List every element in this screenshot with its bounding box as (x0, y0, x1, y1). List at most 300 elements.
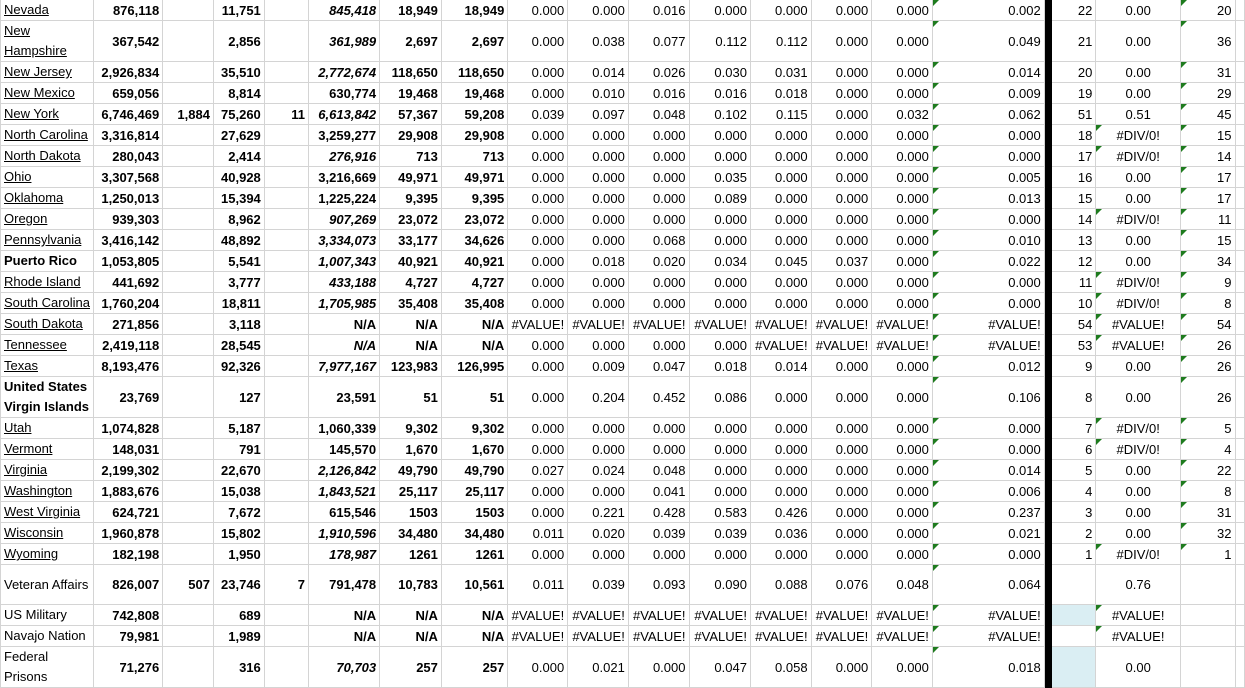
count-rank-cell[interactable]: 9 (1181, 272, 1235, 293)
count-cell[interactable]: 27,629 (213, 125, 264, 146)
count-cell[interactable] (264, 377, 308, 418)
count-rank-cell[interactable]: 31 (1181, 502, 1235, 523)
empty-cell[interactable] (1235, 167, 1245, 188)
rank-cell[interactable]: 9 (1051, 356, 1095, 377)
count-cell[interactable]: 35,408 (441, 293, 507, 314)
ratio-cell[interactable]: 0.000 (508, 146, 568, 167)
state-hyperlink[interactable]: New Hampshire (4, 23, 67, 58)
count-cell[interactable] (264, 626, 308, 647)
ratio-cell[interactable]: 0.000 (872, 83, 933, 104)
row-label-cell[interactable] (1, 104, 94, 125)
ratio-cell[interactable]: 0.018 (689, 356, 750, 377)
ratio-cell[interactable]: 0.000 (872, 188, 933, 209)
count-cell[interactable] (264, 523, 308, 544)
count-rank-cell[interactable]: 17 (1181, 188, 1235, 209)
ratio-cell[interactable]: 0.000 (811, 481, 872, 502)
count-cell[interactable]: 316 (213, 647, 264, 688)
empty-cell[interactable] (1235, 544, 1245, 565)
score-cell[interactable]: #DIV/0! (1096, 439, 1181, 460)
ratio-cell[interactable]: 0.000 (750, 293, 811, 314)
count-cell[interactable] (264, 188, 308, 209)
count-cell[interactable] (163, 605, 214, 626)
ratio-cell[interactable]: 0.000 (750, 481, 811, 502)
ratio-cell[interactable]: 0.010 (568, 83, 629, 104)
ratio-cell[interactable]: 0.039 (568, 565, 629, 605)
count-cell[interactable] (163, 377, 214, 418)
ratio-cell[interactable]: 0.014 (932, 460, 1044, 481)
ratio-cell[interactable]: 0.102 (689, 104, 750, 125)
ratio-cell[interactable]: #VALUE! (811, 314, 872, 335)
empty-cell[interactable] (1235, 377, 1245, 418)
count-cell[interactable]: 75,260 (213, 104, 264, 125)
ratio-cell[interactable]: 0.049 (932, 21, 1044, 62)
count-rank-cell[interactable] (1181, 626, 1235, 647)
count-rank-cell[interactable]: 36 (1181, 21, 1235, 62)
ratio-cell[interactable]: 0.000 (811, 83, 872, 104)
score-cell[interactable]: #DIV/0! (1096, 293, 1181, 314)
ratio-cell[interactable]: 0.034 (689, 251, 750, 272)
count-cell[interactable]: 19,468 (441, 83, 507, 104)
ratio-cell[interactable]: 0.014 (932, 62, 1044, 83)
ratio-cell[interactable]: 0.000 (508, 544, 568, 565)
count-cell[interactable]: 35,408 (380, 293, 442, 314)
ratio-cell[interactable]: #VALUE! (872, 605, 933, 626)
count-cell[interactable]: 2,697 (441, 21, 507, 62)
count-cell[interactable]: 3,216,669 (308, 167, 379, 188)
count-cell[interactable]: 5,541 (213, 251, 264, 272)
count-cell[interactable]: 127 (213, 377, 264, 418)
count-cell[interactable]: 182,198 (94, 544, 163, 565)
ratio-cell[interactable]: 0.000 (750, 0, 811, 21)
ratio-cell[interactable]: 0.000 (811, 356, 872, 377)
count-cell[interactable]: 689 (213, 605, 264, 626)
ratio-cell[interactable]: #VALUE! (568, 314, 629, 335)
count-cell[interactable] (264, 335, 308, 356)
count-cell[interactable]: 11 (264, 104, 308, 125)
score-cell[interactable]: #DIV/0! (1096, 209, 1181, 230)
empty-cell[interactable] (1235, 21, 1245, 62)
ratio-cell[interactable]: 0.027 (508, 460, 568, 481)
ratio-cell[interactable]: 0.000 (689, 460, 750, 481)
count-cell[interactable]: 1503 (380, 502, 442, 523)
count-cell[interactable] (163, 460, 214, 481)
ratio-cell[interactable]: 0.021 (932, 523, 1044, 544)
ratio-cell[interactable]: 0.000 (932, 272, 1044, 293)
count-cell[interactable]: 1261 (380, 544, 442, 565)
count-rank-cell[interactable]: 15 (1181, 230, 1235, 251)
count-cell[interactable]: 3,334,073 (308, 230, 379, 251)
state-hyperlink[interactable]: West Virginia (4, 504, 81, 519)
score-cell[interactable]: #VALUE! (1096, 626, 1181, 647)
rank-cell[interactable]: 54 (1051, 314, 1095, 335)
ratio-cell[interactable]: 0.000 (811, 146, 872, 167)
state-hyperlink[interactable]: Ohio (4, 169, 32, 184)
ratio-cell[interactable]: #VALUE! (932, 335, 1044, 356)
row-label-cell[interactable] (1, 523, 94, 544)
count-cell[interactable]: 845,418 (308, 0, 379, 21)
ratio-cell[interactable]: 0.000 (508, 188, 568, 209)
ratio-cell[interactable]: 0.024 (568, 460, 629, 481)
count-cell[interactable]: 876,118 (94, 0, 163, 21)
ratio-cell[interactable]: 0.076 (811, 565, 872, 605)
ratio-cell[interactable]: 0.012 (932, 356, 1044, 377)
ratio-cell[interactable]: 0.000 (508, 83, 568, 104)
count-cell[interactable]: 48,892 (213, 230, 264, 251)
count-rank-cell[interactable]: 14 (1181, 146, 1235, 167)
ratio-cell[interactable]: 0.000 (628, 209, 689, 230)
score-cell[interactable]: 0.00 (1096, 188, 1181, 209)
ratio-cell[interactable]: 0.000 (689, 146, 750, 167)
ratio-cell[interactable]: 0.016 (628, 83, 689, 104)
ratio-cell[interactable]: 0.000 (932, 146, 1044, 167)
ratio-cell[interactable]: 0.000 (872, 146, 933, 167)
count-cell[interactable]: 70,703 (308, 647, 379, 688)
ratio-cell[interactable]: 0.086 (689, 377, 750, 418)
ratio-cell[interactable]: 0.014 (750, 356, 811, 377)
row-label-cell[interactable] (1, 356, 94, 377)
rank-cell[interactable]: 7 (1051, 418, 1095, 439)
count-cell[interactable] (163, 335, 214, 356)
ratio-cell[interactable]: 0.000 (508, 251, 568, 272)
ratio-cell[interactable]: 0.000 (568, 439, 629, 460)
ratio-cell[interactable]: 0.000 (568, 146, 629, 167)
score-cell[interactable]: 0.00 (1096, 481, 1181, 502)
ratio-cell[interactable]: 0.000 (811, 0, 872, 21)
count-cell[interactable]: N/A (380, 626, 442, 647)
empty-cell[interactable] (1235, 293, 1245, 314)
count-cell[interactable]: 2,199,302 (94, 460, 163, 481)
state-hyperlink[interactable]: Vermont (4, 441, 53, 456)
row-label-cell[interactable] (1, 21, 94, 62)
ratio-cell[interactable]: 0.011 (508, 565, 568, 605)
count-cell[interactable]: 40,921 (441, 251, 507, 272)
state-hyperlink[interactable]: Wisconsin (4, 525, 64, 540)
count-cell[interactable]: 23,591 (308, 377, 379, 418)
count-rank-cell[interactable]: 1 (1181, 544, 1235, 565)
row-label-cell[interactable] (1, 272, 94, 293)
count-cell[interactable]: 40,928 (213, 167, 264, 188)
rank-cell[interactable]: 13 (1051, 230, 1095, 251)
count-cell[interactable]: 3,307,568 (94, 167, 163, 188)
count-cell[interactable]: 1503 (441, 502, 507, 523)
rank-cell[interactable]: 10 (1051, 293, 1095, 314)
count-cell[interactable]: 1,989 (213, 626, 264, 647)
score-cell[interactable]: #DIV/0! (1096, 418, 1181, 439)
state-hyperlink[interactable]: Oklahoma (4, 190, 64, 205)
count-cell[interactable]: 2,126,842 (308, 460, 379, 481)
count-cell[interactable]: 8,193,476 (94, 356, 163, 377)
ratio-cell[interactable]: #VALUE! (508, 314, 568, 335)
count-cell[interactable]: 18,949 (380, 0, 442, 21)
score-cell[interactable]: 0.00 (1096, 647, 1181, 688)
row-label-cell[interactable] (1, 418, 94, 439)
score-cell[interactable]: 0.00 (1096, 167, 1181, 188)
ratio-cell[interactable]: 0.093 (628, 565, 689, 605)
ratio-cell[interactable]: 0.000 (508, 62, 568, 83)
ratio-cell[interactable]: 0.031 (750, 62, 811, 83)
count-cell[interactable]: 507 (163, 565, 214, 605)
count-cell[interactable]: 49,971 (441, 167, 507, 188)
ratio-cell[interactable]: 0.000 (811, 377, 872, 418)
ratio-cell[interactable]: 0.000 (568, 188, 629, 209)
count-cell[interactable]: 3,777 (213, 272, 264, 293)
count-cell[interactable] (264, 502, 308, 523)
count-cell[interactable] (163, 21, 214, 62)
ratio-cell[interactable]: 0.032 (872, 104, 933, 125)
count-cell[interactable] (163, 272, 214, 293)
score-cell[interactable]: #DIV/0! (1096, 146, 1181, 167)
ratio-cell[interactable]: 0.204 (568, 377, 629, 418)
ratio-cell[interactable]: #VALUE! (750, 605, 811, 626)
ratio-cell[interactable]: #VALUE! (872, 626, 933, 647)
score-cell[interactable]: 0.00 (1096, 460, 1181, 481)
count-cell[interactable]: 3,316,814 (94, 125, 163, 146)
empty-cell[interactable] (1235, 335, 1245, 356)
count-cell[interactable]: 630,774 (308, 83, 379, 104)
empty-cell[interactable] (1235, 146, 1245, 167)
count-cell[interactable] (264, 167, 308, 188)
count-cell[interactable] (264, 251, 308, 272)
ratio-cell[interactable]: 0.000 (689, 230, 750, 251)
count-cell[interactable]: 15,802 (213, 523, 264, 544)
rank-cell[interactable]: 17 (1051, 146, 1095, 167)
score-cell[interactable]: 0.00 (1096, 83, 1181, 104)
count-cell[interactable] (163, 439, 214, 460)
count-cell[interactable] (264, 418, 308, 439)
row-label-cell[interactable] (1, 125, 94, 146)
score-cell[interactable]: 0.00 (1096, 502, 1181, 523)
count-rank-cell[interactable]: 26 (1181, 356, 1235, 377)
ratio-cell[interactable]: #VALUE! (689, 314, 750, 335)
empty-cell[interactable] (1235, 62, 1245, 83)
ratio-cell[interactable]: 0.000 (872, 502, 933, 523)
rank-cell[interactable]: 8 (1051, 377, 1095, 418)
empty-cell[interactable] (1235, 626, 1245, 647)
count-cell[interactable]: 23,072 (441, 209, 507, 230)
ratio-cell[interactable]: 0.000 (872, 523, 933, 544)
ratio-cell[interactable]: 0.000 (811, 418, 872, 439)
ratio-cell[interactable]: 0.064 (932, 565, 1044, 605)
count-cell[interactable]: 8,814 (213, 83, 264, 104)
ratio-cell[interactable]: 0.000 (872, 21, 933, 62)
count-cell[interactable]: 1,060,339 (308, 418, 379, 439)
count-cell[interactable]: 5,187 (213, 418, 264, 439)
count-rank-cell[interactable]: 8 (1181, 293, 1235, 314)
rank-cell[interactable] (1051, 626, 1095, 647)
count-rank-cell[interactable]: 54 (1181, 314, 1235, 335)
ratio-cell[interactable]: 0.037 (811, 251, 872, 272)
ratio-cell[interactable]: 0.000 (568, 167, 629, 188)
row-label-cell[interactable] (1, 293, 94, 314)
count-cell[interactable] (163, 230, 214, 251)
count-cell[interactable] (264, 83, 308, 104)
ratio-cell[interactable]: 0.000 (811, 272, 872, 293)
rank-cell[interactable]: 15 (1051, 188, 1095, 209)
ratio-cell[interactable]: 0.038 (568, 21, 629, 62)
count-cell[interactable]: 1,670 (441, 439, 507, 460)
row-label-cell[interactable] (1, 605, 94, 626)
row-label-cell[interactable] (1, 647, 94, 688)
state-hyperlink[interactable]: New Jersey (4, 64, 72, 79)
ratio-cell[interactable]: 0.000 (689, 0, 750, 21)
rank-cell[interactable]: 53 (1051, 335, 1095, 356)
empty-cell[interactable] (1235, 481, 1245, 502)
ratio-cell[interactable]: 0.000 (932, 209, 1044, 230)
ratio-cell[interactable]: 0.090 (689, 565, 750, 605)
count-rank-cell[interactable]: 29 (1181, 83, 1235, 104)
ratio-cell[interactable]: #VALUE! (750, 335, 811, 356)
ratio-cell[interactable]: 0.000 (811, 502, 872, 523)
ratio-cell[interactable]: 0.000 (872, 62, 933, 83)
ratio-cell[interactable]: 0.000 (872, 272, 933, 293)
rank-cell[interactable]: 2 (1051, 523, 1095, 544)
count-rank-cell[interactable]: 34 (1181, 251, 1235, 272)
ratio-cell[interactable]: 0.106 (932, 377, 1044, 418)
count-cell[interactable]: 18,949 (441, 0, 507, 21)
ratio-cell[interactable]: 0.000 (508, 502, 568, 523)
count-rank-cell[interactable]: 26 (1181, 335, 1235, 356)
state-hyperlink[interactable]: Virginia (4, 462, 48, 477)
count-cell[interactable]: 3,259,277 (308, 125, 379, 146)
ratio-cell[interactable]: #VALUE! (811, 335, 872, 356)
count-cell[interactable]: 1,960,878 (94, 523, 163, 544)
count-cell[interactable]: 2,697 (380, 21, 442, 62)
count-cell[interactable]: 9,302 (441, 418, 507, 439)
ratio-cell[interactable]: 0.000 (568, 418, 629, 439)
row-label-cell[interactable] (1, 146, 94, 167)
ratio-cell[interactable]: 0.036 (750, 523, 811, 544)
ratio-cell[interactable]: 0.000 (811, 544, 872, 565)
count-cell[interactable]: N/A (380, 335, 442, 356)
ratio-cell[interactable]: 0.000 (811, 21, 872, 62)
ratio-cell[interactable]: 0.006 (932, 481, 1044, 502)
count-cell[interactable]: 1,074,828 (94, 418, 163, 439)
empty-cell[interactable] (1235, 104, 1245, 125)
count-cell[interactable]: 2,856 (213, 21, 264, 62)
count-cell[interactable]: 1,760,204 (94, 293, 163, 314)
empty-cell[interactable] (1235, 209, 1245, 230)
empty-cell[interactable] (1235, 83, 1245, 104)
ratio-cell[interactable]: 0.000 (628, 418, 689, 439)
ratio-cell[interactable]: 0.000 (872, 377, 933, 418)
rank-cell[interactable] (1051, 565, 1095, 605)
count-cell[interactable]: N/A (380, 605, 442, 626)
count-cell[interactable] (163, 544, 214, 565)
count-cell[interactable]: 11,751 (213, 0, 264, 21)
ratio-cell[interactable]: 0.000 (872, 481, 933, 502)
score-cell[interactable]: 0.00 (1096, 62, 1181, 83)
count-cell[interactable]: N/A (441, 626, 507, 647)
empty-cell[interactable] (1235, 0, 1245, 21)
ratio-cell[interactable]: 0.020 (628, 251, 689, 272)
rank-cell[interactable]: 4 (1051, 481, 1095, 502)
ratio-cell[interactable]: 0.428 (628, 502, 689, 523)
ratio-cell[interactable]: 0.000 (750, 188, 811, 209)
count-cell[interactable]: 2,772,674 (308, 62, 379, 83)
count-cell[interactable] (163, 356, 214, 377)
ratio-cell[interactable]: 0.000 (508, 21, 568, 62)
ratio-cell[interactable]: 0.018 (568, 251, 629, 272)
count-cell[interactable]: 25,117 (441, 481, 507, 502)
ratio-cell[interactable]: 0.000 (750, 167, 811, 188)
count-cell[interactable] (163, 314, 214, 335)
ratio-cell[interactable]: 0.000 (811, 460, 872, 481)
count-cell[interactable]: 28,545 (213, 335, 264, 356)
count-cell[interactable] (264, 146, 308, 167)
count-cell[interactable]: N/A (380, 314, 442, 335)
ratio-cell[interactable]: 0.000 (872, 460, 933, 481)
count-cell[interactable] (264, 481, 308, 502)
count-cell[interactable]: 7,672 (213, 502, 264, 523)
ratio-cell[interactable]: 0.237 (932, 502, 1044, 523)
ratio-cell[interactable]: #VALUE! (872, 335, 933, 356)
ratio-cell[interactable]: 0.000 (872, 230, 933, 251)
row-label-cell[interactable] (1, 167, 94, 188)
empty-cell[interactable] (1235, 230, 1245, 251)
count-rank-cell[interactable] (1181, 647, 1235, 688)
count-cell[interactable]: 6,746,469 (94, 104, 163, 125)
rank-cell[interactable] (1051, 605, 1095, 626)
ratio-cell[interactable]: 0.583 (689, 502, 750, 523)
score-cell[interactable]: 0.51 (1096, 104, 1181, 125)
count-cell[interactable] (163, 502, 214, 523)
ratio-cell[interactable]: 0.045 (750, 251, 811, 272)
count-cell[interactable]: 3,118 (213, 314, 264, 335)
empty-cell[interactable] (1235, 605, 1245, 626)
ratio-cell[interactable]: 0.000 (508, 377, 568, 418)
ratio-cell[interactable]: 0.000 (689, 418, 750, 439)
row-label-cell[interactable] (1, 335, 94, 356)
count-cell[interactable]: 145,570 (308, 439, 379, 460)
ratio-cell[interactable]: 0.000 (628, 647, 689, 688)
ratio-cell[interactable]: 0.000 (508, 356, 568, 377)
count-rank-cell[interactable]: 4 (1181, 439, 1235, 460)
count-cell[interactable]: N/A (308, 605, 379, 626)
ratio-cell[interactable]: 0.115 (750, 104, 811, 125)
row-label-cell[interactable] (1, 626, 94, 647)
count-rank-cell[interactable]: 11 (1181, 209, 1235, 230)
state-hyperlink[interactable]: Utah (4, 420, 32, 435)
ratio-cell[interactable]: 0.000 (568, 0, 629, 21)
ratio-cell[interactable]: 0.000 (568, 209, 629, 230)
count-cell[interactable]: 1,843,521 (308, 481, 379, 502)
ratio-cell[interactable]: 0.062 (932, 104, 1044, 125)
ratio-cell[interactable]: #VALUE! (750, 626, 811, 647)
ratio-cell[interactable]: 0.000 (872, 0, 933, 21)
empty-cell[interactable] (1235, 251, 1245, 272)
ratio-cell[interactable]: 0.000 (568, 230, 629, 251)
rank-cell[interactable]: 19 (1051, 83, 1095, 104)
ratio-cell[interactable]: 0.000 (811, 523, 872, 544)
count-cell[interactable] (264, 314, 308, 335)
ratio-cell[interactable]: 0.000 (568, 272, 629, 293)
count-cell[interactable]: 1,053,805 (94, 251, 163, 272)
ratio-cell[interactable]: #VALUE! (508, 605, 568, 626)
ratio-cell[interactable]: 0.000 (508, 647, 568, 688)
ratio-cell[interactable]: #VALUE! (628, 626, 689, 647)
ratio-cell[interactable]: 0.026 (628, 62, 689, 83)
count-cell[interactable]: 624,721 (94, 502, 163, 523)
rank-cell[interactable]: 5 (1051, 460, 1095, 481)
ratio-cell[interactable]: 0.426 (750, 502, 811, 523)
score-cell[interactable]: 0.00 (1096, 523, 1181, 544)
ratio-cell[interactable]: 0.047 (628, 356, 689, 377)
ratio-cell[interactable]: 0.000 (628, 188, 689, 209)
count-cell[interactable]: 1261 (441, 544, 507, 565)
ratio-cell[interactable]: 0.000 (628, 544, 689, 565)
count-cell[interactable]: N/A (308, 314, 379, 335)
count-cell[interactable]: 713 (380, 146, 442, 167)
